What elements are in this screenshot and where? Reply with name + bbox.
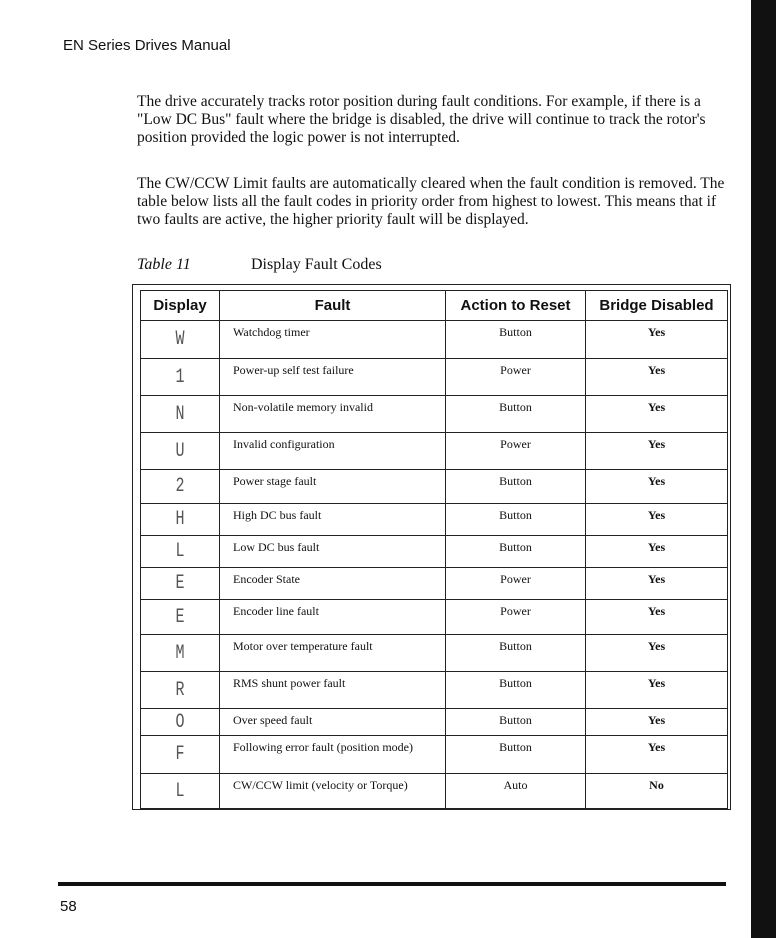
bridge-cell: Yes bbox=[586, 568, 728, 600]
fault-cell: Motor over temperature fault bbox=[220, 635, 446, 672]
fault-cell: Over speed fault bbox=[220, 709, 446, 736]
bridge-cell: Yes bbox=[586, 672, 728, 709]
action-cell: Power bbox=[446, 433, 586, 470]
seven-segment-display-icon: E bbox=[175, 605, 185, 629]
action-cell: Button bbox=[446, 470, 586, 504]
fault-cell: Watchdog timer bbox=[220, 321, 446, 359]
fault-cell: High DC bus fault bbox=[220, 504, 446, 536]
table-row bbox=[141, 359, 728, 396]
bridge-cell: Yes bbox=[586, 396, 728, 433]
header-fault: Fault bbox=[220, 291, 446, 321]
fault-cell: Non-volatile memory invalid bbox=[220, 396, 446, 433]
seven-segment-display-icon: L bbox=[175, 540, 185, 563]
paragraph-fault-tracking: The drive accurately tracks rotor position during fault conditions. For example, if there is a "Low DC Bus" fault where the bridge is disabled, the drive will continue to track the rotor's position provided the logic power is not interrupted. bbox=[137, 93, 706, 146]
seven-segment-display-icon: 1 bbox=[175, 365, 185, 389]
fault-cell: Encoder line fault bbox=[220, 600, 446, 635]
action-cell: Button bbox=[446, 321, 586, 359]
seven-segment-display-icon: H bbox=[175, 508, 185, 531]
action-cell: Button bbox=[446, 504, 586, 536]
table-row bbox=[141, 736, 728, 774]
action-cell: Button bbox=[446, 736, 586, 774]
action-cell: Button bbox=[446, 396, 586, 433]
fault-cell: Low DC bus fault bbox=[220, 536, 446, 568]
table-row bbox=[141, 672, 728, 709]
action-cell: Auto bbox=[446, 774, 586, 809]
seven-segment-display-icon: O bbox=[175, 710, 185, 734]
fault-cell: Invalid configuration bbox=[220, 433, 446, 470]
bridge-cell: Yes bbox=[586, 359, 728, 396]
seven-segment-display-icon: N bbox=[175, 402, 185, 426]
header-bridge-disabled: Bridge Disabled bbox=[586, 291, 728, 321]
paragraph-fault-priority: The CW/CCW Limit faults are automatically cleared when the fault condition is removed. The table below lists all the fault codes in priority order from highest to lowest. This means that if two faults are active, the higher priority fault will be displayed. bbox=[137, 175, 725, 228]
header-action-to-reset: Action to Reset bbox=[446, 291, 586, 321]
table-row bbox=[141, 709, 728, 736]
table-row bbox=[141, 568, 728, 600]
seven-segment-display-icon: 2 bbox=[175, 475, 185, 498]
table-row bbox=[141, 433, 728, 470]
table-caption-label: Table 11 bbox=[137, 256, 191, 273]
bridge-cell: Yes bbox=[586, 470, 728, 504]
action-cell: Power bbox=[446, 600, 586, 635]
table-row bbox=[141, 396, 728, 433]
bridge-cell: Yes bbox=[586, 736, 728, 774]
action-cell: Power bbox=[446, 568, 586, 600]
bridge-cell: Yes bbox=[586, 504, 728, 536]
seven-segment-display-icon: W bbox=[175, 328, 185, 351]
table-row bbox=[141, 536, 728, 568]
bridge-cell: No bbox=[586, 774, 728, 809]
table-row bbox=[141, 635, 728, 672]
seven-segment-display-icon: R bbox=[175, 678, 185, 702]
action-cell: Button bbox=[446, 536, 586, 568]
table-header-row bbox=[141, 291, 728, 321]
table-caption-title: Display Fault Codes bbox=[251, 256, 382, 273]
fault-cell: Following error fault (position mode) bbox=[220, 736, 446, 774]
table-row bbox=[141, 600, 728, 635]
table-row bbox=[141, 774, 728, 809]
fault-cell: CW/CCW limit (velocity or Torque) bbox=[220, 774, 446, 809]
action-cell: Button bbox=[446, 709, 586, 736]
action-cell: Button bbox=[446, 635, 586, 672]
bridge-cell: Yes bbox=[586, 635, 728, 672]
fault-cell: Power stage fault bbox=[220, 470, 446, 504]
bridge-cell: Yes bbox=[586, 321, 728, 359]
seven-segment-display-icon: E bbox=[175, 572, 185, 595]
bridge-cell: Yes bbox=[586, 536, 728, 568]
fault-cell: RMS shunt power fault bbox=[220, 672, 446, 709]
header-display: Display bbox=[141, 291, 220, 321]
seven-segment-display-icon: M bbox=[175, 641, 185, 665]
fault-cell: Encoder State bbox=[220, 568, 446, 600]
table-caption bbox=[137, 256, 382, 274]
bridge-cell: Yes bbox=[586, 433, 728, 470]
document-title: EN Series Drives Manual bbox=[63, 37, 231, 54]
footer-divider bbox=[58, 882, 726, 886]
page-edge-bar bbox=[751, 0, 776, 938]
seven-segment-display-icon: U bbox=[175, 439, 185, 463]
table-row bbox=[141, 321, 728, 359]
action-cell: Button bbox=[446, 672, 586, 709]
seven-segment-display-icon: L bbox=[175, 779, 185, 803]
page-number: 58 bbox=[60, 898, 77, 915]
bridge-cell: Yes bbox=[586, 709, 728, 736]
table-row bbox=[141, 470, 728, 504]
seven-segment-display-icon: F bbox=[175, 743, 185, 766]
table-row bbox=[141, 504, 728, 536]
fault-cell: Power-up self test failure bbox=[220, 359, 446, 396]
fault-codes-table bbox=[140, 290, 728, 809]
bridge-cell: Yes bbox=[586, 600, 728, 635]
action-cell: Power bbox=[446, 359, 586, 396]
